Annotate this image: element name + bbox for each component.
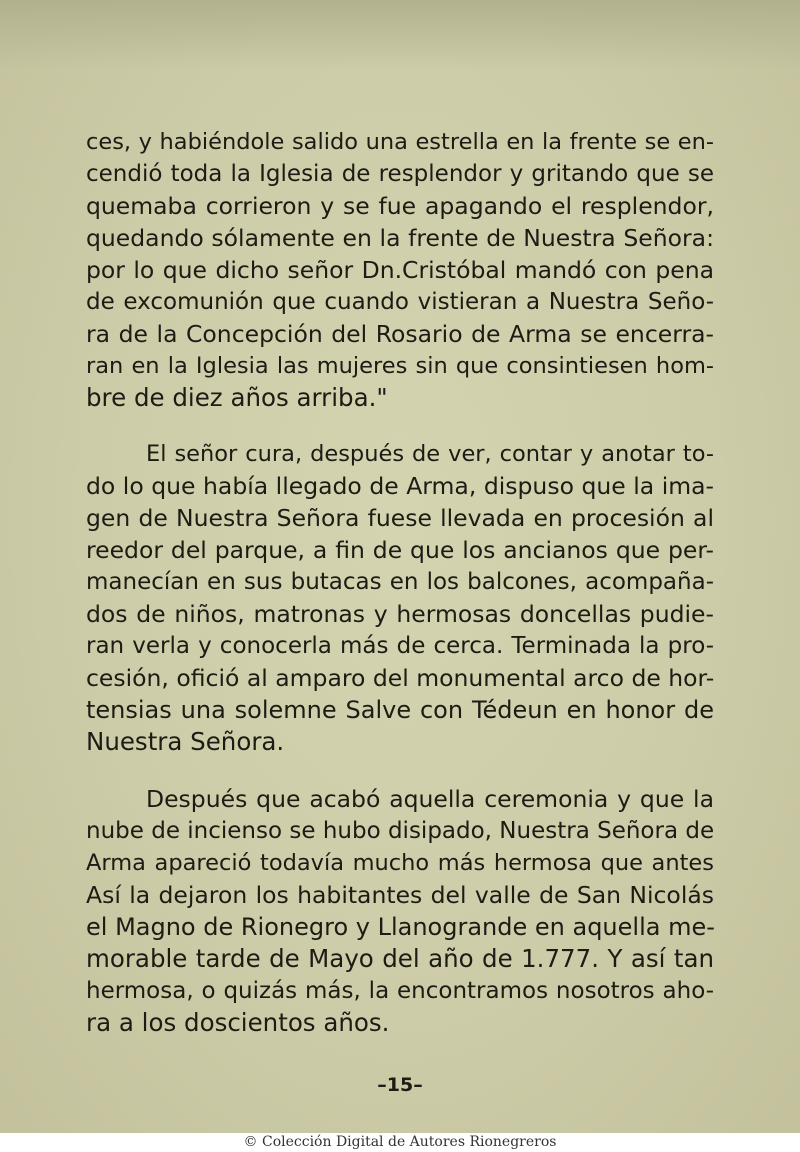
text-line: ra de la Concepción del Rosario de Arma se encerra-: [86, 320, 714, 348]
text-line: de excomunión que cuando vistieran a Nuestra Seño-: [86, 289, 714, 315]
text-line: ra a los doscientos años.: [86, 1008, 390, 1037]
text-line: el Magno de Rionegro y Llanogrande en aquella me-: [86, 913, 715, 941]
text-line: quemaba corrieron y se fue apagando el resplendor,: [86, 192, 714, 220]
text-line: por lo que dicho señor Dn.Cristóbal mandó con pena: [86, 256, 714, 284]
text-line: El señor cura, después de ver, contar y anotar to-: [146, 441, 714, 467]
text-line: Nuestra Señora.: [86, 727, 285, 756]
copyright-footer: © Colección Digital de Autores Rionegreros: [0, 1133, 800, 1152]
text-line: Así la dejaron los habitantes del valle de San Nicolás: [86, 881, 714, 909]
text-line: ran verla y conocerla más de cerca. Terminada la pro-: [86, 633, 714, 659]
text-line: Después que acabó aquella ceremonia y que la: [146, 785, 714, 813]
page-edge-shadow: [0, 0, 800, 70]
text-line: hermosa, o quizás más, la encontramos nosotros aho-: [86, 978, 714, 1004]
text-line: reedor del parque, a fin de que los ancianos que per-: [86, 536, 714, 564]
text-line: manecían en sus butacas en los balcones, acompaña-: [86, 569, 714, 595]
text-line: tensias una solemne Salve con Tédeun en honor de: [86, 696, 714, 724]
text-line: nube de incienso se hubo disipado, Nuestra Señora de: [86, 818, 715, 844]
text-line: Arma apareció todavía mucho más hermosa que antes: [86, 850, 714, 876]
text-line: ces, y habiéndole salido una estrella en la frente se en-: [86, 129, 714, 155]
text-line: bre de diez años arriba.": [86, 383, 388, 412]
page-number: –15–: [377, 1074, 423, 1096]
text-line: morable tarde de Mayo del año de 1.777. Y así tan: [86, 944, 714, 973]
text-line: cendió toda la Iglesia de resplendor y gritando que se: [86, 161, 714, 187]
text-line: cesión, ofició al amparo del monumental arco de hor-: [86, 664, 715, 692]
text-line: gen de Nuestra Señora fuese llevada en procesión al: [86, 504, 714, 532]
text-line: do lo que había llegado de Arma, dispuso que la ima-: [86, 472, 714, 500]
text-line: quedando sólamente en la frente de Nuestra Señora:: [86, 224, 714, 252]
text-line: ran en la Iglesia las mujeres sin que consintiesen hom-: [86, 353, 714, 379]
text-line: dos de niños, matronas y hermosas doncellas pudie-: [86, 600, 714, 628]
